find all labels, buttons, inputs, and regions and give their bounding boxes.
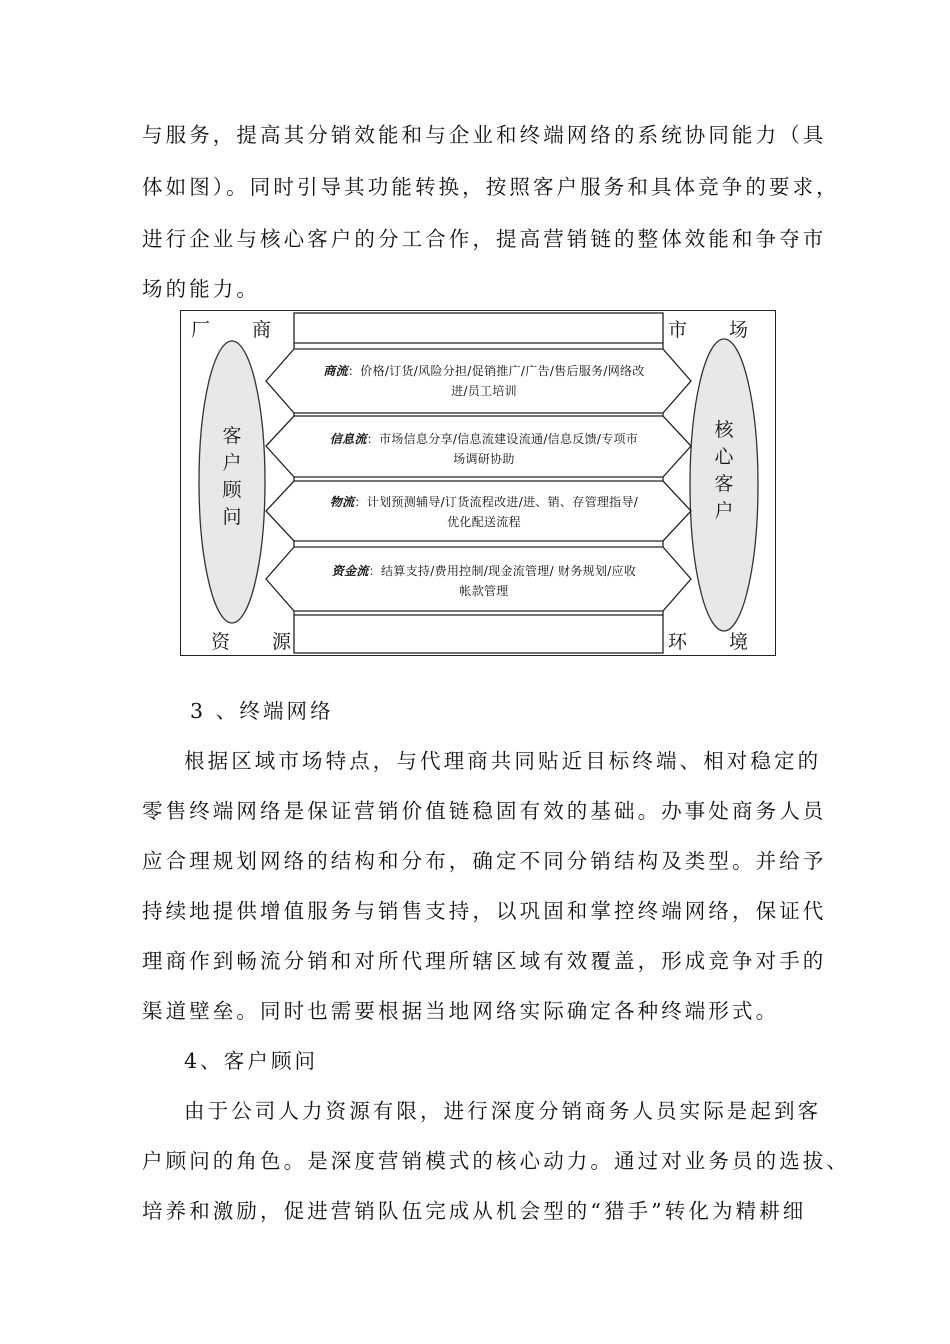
right-oval-label: 核心客户 xyxy=(714,419,734,522)
text-line: 户顾问的角色。是深度营销模式的核心动力。通过对业务员的选拔、 xyxy=(142,1149,850,1173)
text-line: 场的能力。 xyxy=(142,277,260,301)
flow-text: ：价格/订货/风险分担/促销推广/广告/售后服务/网络改 xyxy=(347,364,645,378)
flow-logistics xyxy=(271,492,697,532)
corner-bottom-right: 环 境 xyxy=(668,631,767,653)
text-line: 根据区域市场特点，与代理商共同贴近目标终端、相对稳定的 xyxy=(184,749,822,773)
flow-text: ：结算支持/费用控制/现金流管理/ 财务规划/应收 xyxy=(368,564,637,578)
flow-text: 帐款管理 xyxy=(459,584,509,598)
text-line: 持续地提供增值服务与销售支持，以巩固和掌控终端网络，保证代 xyxy=(142,899,827,923)
text-line: 与服务，提高其分销效能和与企业和终端网络的系统协同能力（具 xyxy=(142,123,827,147)
flow-information xyxy=(271,429,697,469)
flow-label: 商流 xyxy=(323,364,348,378)
corner-top-right: 市 场 xyxy=(668,319,767,341)
text-line: 渠道壁垒。同时也需要根据当地网络实际确定各种终端形式。 xyxy=(142,999,780,1023)
flow-text: ：计划预测辅导/订货流程改进/进、销、存管理指导/ xyxy=(354,495,639,509)
section4-heading: 4、客户顾问 xyxy=(184,1049,319,1073)
flow-label: 信息流 xyxy=(329,432,367,446)
flow-text: ：市场信息分享/信息流建设流通/信息反馈/专项市 xyxy=(366,432,639,446)
flow-text: 场调研协助 xyxy=(453,452,515,466)
text-line: 进行企业与核心客户的分工合作，提高营销链的整体效能和争夺市 xyxy=(142,227,827,251)
flow-text: 进/员工培训 xyxy=(451,384,517,398)
text-line: 理商作到畅流分销和对所代理所辖区域有效覆盖，形成竞争对手的 xyxy=(142,949,827,973)
corner-top-left: 厂 商 xyxy=(191,319,290,341)
text-line: 零售终端网络是保证营销价值链稳固有效的基础。办事处商务人员 xyxy=(142,799,827,823)
flow-label: 物流 xyxy=(329,495,355,509)
corner-bottom-left: 资 源 xyxy=(211,631,310,653)
flow-capital xyxy=(271,561,697,601)
text-line: 培养和激励，促进营销队伍完成从机会型的“猎手”转化为精耕细 xyxy=(142,1199,807,1223)
flow-diagram xyxy=(180,310,776,656)
section3-heading: 3 、终端网络 xyxy=(190,699,334,723)
flow-commerce xyxy=(271,361,697,401)
left-oval-label: 客户顾问 xyxy=(222,425,242,528)
text-line: 由于公司人力资源有限，进行深度分销商务人员实际是起到客 xyxy=(184,1099,822,1123)
flow-label: 资金流 xyxy=(331,564,369,578)
text-line: 应合理规划网络的结构和分布，确定不同分销结构及类型。并给予 xyxy=(142,849,827,873)
flow-text: 优化配送流程 xyxy=(447,515,521,529)
text-line: 体如图）。同时引导其功能转换，按照客户服务和具体竞争的要求， xyxy=(142,175,840,199)
